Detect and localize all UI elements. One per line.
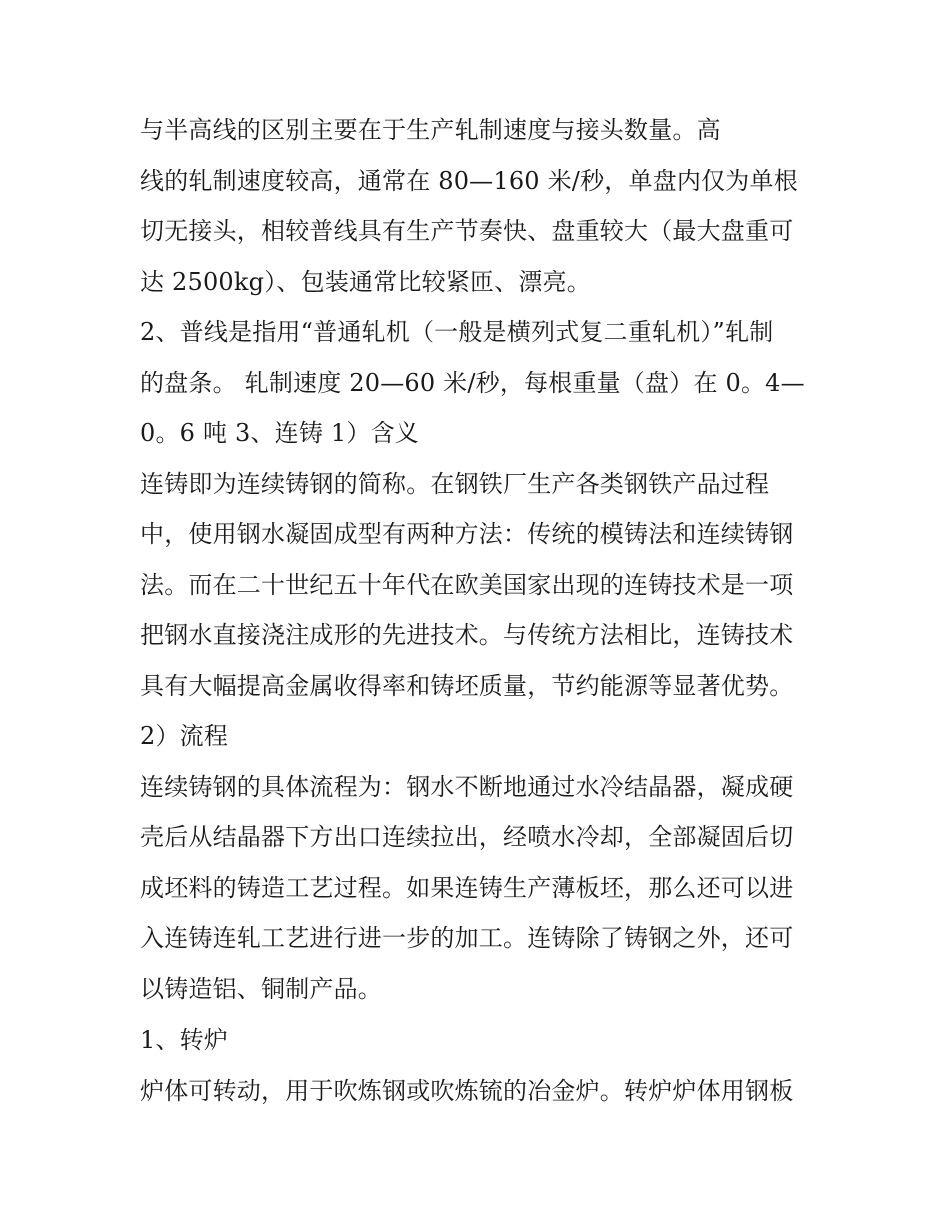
- text-line: 与半高线的区别主要在于生产轧制速度与接头数量。高: [140, 116, 721, 144]
- text-line: 把钢水直接浇注成形的先进技术。与传统方法相比，连铸技术: [140, 621, 794, 649]
- text-line: 成坯料的铸造工艺过程。如果连铸生产薄板坯，那么还可以进: [140, 874, 794, 902]
- text-line: 的盘条。 轧制速度 20—60 米/秒，每根重量（盘）在 0。4—: [140, 369, 805, 397]
- text-line: 入连铸连轧工艺进行进一步的加工。连铸除了铸钢之外，还可: [140, 924, 794, 952]
- text-line: 达 2500kg）、包装通常比较紧匝、漂亮。: [140, 268, 592, 296]
- text-line: 壳后从结晶器下方出口连续拉出，经喷水冷却，全部凝固后切: [140, 823, 794, 851]
- text-line: 切无接头，相较普线具有生产节奏快、盘重较大（最大盘重可: [140, 217, 794, 245]
- section-heading: 1、转炉: [140, 1026, 229, 1054]
- text-line: 以铸造铝、铜制产品。: [140, 975, 382, 1003]
- text-line: 线的轧制速度较高，通常在 80—160 米/秒，单盘内仅为单根: [140, 167, 798, 195]
- text-line: 中，使用钢水凝固成型有两种方法：传统的模铸法和连续铸钢: [140, 520, 794, 548]
- text-line: 连铸即为连续铸钢的简称。在钢铁厂生产各类钢铁产品过程: [140, 470, 770, 498]
- text-line: 连续铸钢的具体流程为：钢水不断地通过水冷结晶器，凝成硬: [140, 773, 794, 801]
- text-line: 具有大幅提高金属收得率和铸坯质量，节约能源等显著优势。: [140, 672, 794, 700]
- text-line: 法。而在二十世纪五十年代在欧美国家出现的连铸技术是一项: [140, 571, 794, 599]
- text-line: 炉体可转动，用于吹炼钢或吹炼锍的冶金炉。转炉炉体用钢板: [140, 1077, 794, 1105]
- text-line: 0。6 吨 3、连铸 1）含义: [140, 419, 419, 447]
- section-heading: 2）流程: [140, 722, 229, 750]
- text-line: 2、普线是指用“普通轧机（一般是横列式复二重轧机）”轧制: [140, 318, 774, 346]
